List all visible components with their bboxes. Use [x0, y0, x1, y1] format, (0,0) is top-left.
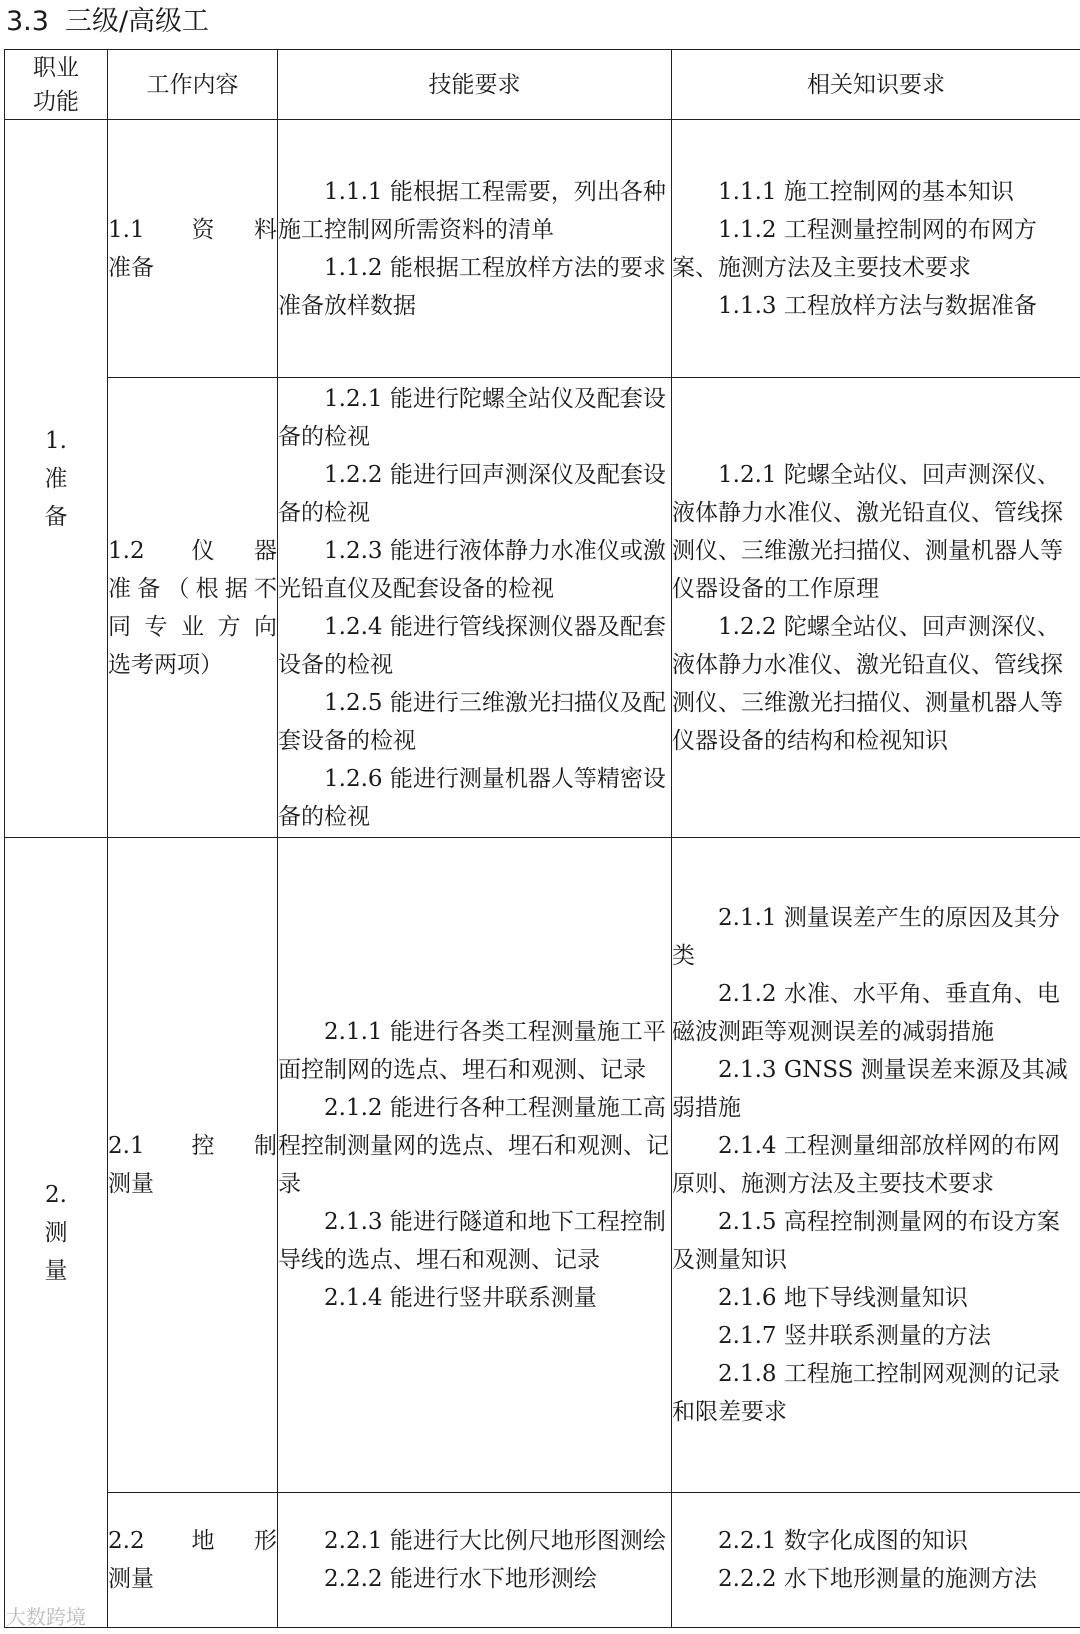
header-function-line2: 功能	[33, 88, 79, 115]
function-char: 测	[44, 1219, 68, 1246]
skill-item: 1.1.1 能根据工程需要，列出各种施工控制网所需资料的清单	[278, 178, 666, 243]
skill-item: 2.1.3 能进行隧道和地下工程控制导线的选点、埋石和观测、记录	[278, 1209, 666, 1273]
skill-cell	[278, 378, 672, 838]
header-knowledge: 相关知识要求	[672, 50, 1080, 120]
knowledge-cell	[672, 120, 1080, 378]
section-number: 3.3	[6, 6, 49, 37]
skill-item: 2.2.1 能进行大比例尺地形图测绘	[324, 1528, 666, 1554]
skill-cell	[278, 1493, 672, 1628]
skill-standard-table	[4, 49, 1080, 1628]
work-content-line: 1.2 仪器	[108, 537, 277, 564]
skill-cell	[278, 838, 672, 1493]
skill-item: 1.2.6 能进行测量机器人等精密设备的检视	[278, 765, 666, 830]
knowledge-item: 2.1.5 高程控制测量网的布设方案及测量知识	[672, 1209, 1060, 1273]
function-cell	[5, 120, 108, 838]
function-char: 备	[44, 503, 68, 530]
knowledge-cell	[672, 378, 1080, 838]
section-title-text: 三级/高级工	[64, 6, 210, 37]
header-function	[5, 50, 108, 120]
function-char: 准	[44, 465, 68, 492]
knowledge-item: 2.1.6 地下导线测量知识	[718, 1285, 968, 1311]
knowledge-cell	[672, 1493, 1080, 1628]
header-work: 工作内容	[108, 50, 278, 120]
knowledge-item: 2.1.4 工程测量细部放样网的布网原则、施测方法及主要技术要求	[672, 1133, 1060, 1197]
knowledge-item: 1.2.2 陀螺全站仪、回声测深仪、液体静力水准仪、激光铅直仪、管线探测仪、三维激光扫描仪、测量机器人等仪器设备的结构和检视知识	[672, 613, 1063, 754]
skill-cell	[278, 120, 672, 378]
work-content-line: 1.1 资料	[108, 216, 277, 243]
work-content-cell	[108, 1493, 278, 1628]
skill-item: 1.1.2 能根据工程放样方法的要求准备放样数据	[278, 254, 666, 319]
knowledge-item: 1.1.2 工程测量控制网的布网方案、施测方法及主要技术要求	[672, 216, 1037, 281]
table-row	[5, 838, 1080, 1493]
skill-item: 1.2.1 能进行陀螺全站仪及配套设备的检视	[278, 385, 666, 450]
work-content-line: 2.2 地形	[108, 1528, 277, 1554]
work-content-line: 测量	[108, 1566, 154, 1592]
knowledge-cell	[672, 838, 1080, 1493]
knowledge-item: 2.1.2 水准、水平角、垂直角、电磁波测距等观测误差的减弱措施	[672, 981, 1060, 1045]
work-content-cell	[108, 378, 278, 838]
knowledge-item: 2.1.1 测量误差产生的原因及其分类	[672, 905, 1060, 969]
header-row	[5, 50, 1080, 120]
skill-item: 2.2.2 能进行水下地形测绘	[324, 1566, 597, 1592]
work-content-cell	[108, 838, 278, 1493]
work-content-line: 准备（根据不	[108, 575, 277, 602]
knowledge-item: 1.1.1 施工控制网的基本知识	[718, 178, 1014, 205]
work-content-line: 准备	[108, 254, 154, 281]
header-skill: 技能要求	[278, 50, 672, 120]
function-number: 2.	[45, 1181, 67, 1208]
table-row	[5, 1493, 1080, 1628]
function-number: 1.	[45, 427, 67, 454]
knowledge-item: 2.2.1 数字化成图的知识	[718, 1528, 968, 1554]
skill-item: 1.2.2 能进行回声测深仪及配套设备的检视	[278, 461, 666, 526]
table-row	[5, 120, 1080, 378]
skill-item: 2.1.2 能进行各种工程测量施工高程控制测量网的选点、埋石和观测、记录	[278, 1095, 669, 1197]
work-content-cell	[108, 120, 278, 378]
section-title	[6, 2, 209, 42]
work-content-line: 同专业方向	[108, 613, 277, 640]
knowledge-item: 1.1.3 工程放样方法与数据准备	[718, 292, 1037, 319]
work-content-line: 测量	[108, 1171, 154, 1197]
work-content-line: 2.1 控制	[108, 1133, 277, 1159]
table-row	[5, 378, 1080, 838]
skill-item: 2.1.1 能进行各类工程测量施工平面控制网的选点、埋石和观测、记录	[278, 1019, 666, 1083]
watermark: 大数跨境	[6, 1605, 86, 1629]
function-cell	[5, 838, 108, 1628]
knowledge-item: 2.1.7 竖井联系测量的方法	[718, 1323, 991, 1349]
work-content-line: 选考两项）	[108, 651, 223, 678]
function-char: 量	[44, 1257, 68, 1284]
header-function-line1: 职业	[33, 54, 79, 81]
knowledge-item: 1.2.1 陀螺全站仪、回声测深仪、液体静力水准仪、激光铅直仪、管线探测仪、三维激光扫描仪、测量机器人等仪器设备的工作原理	[672, 461, 1063, 602]
skill-item: 2.1.4 能进行竖井联系测量	[324, 1285, 597, 1311]
skill-item: 1.2.5 能进行三维激光扫描仪及配套设备的检视	[278, 689, 666, 754]
skill-item: 1.2.4 能进行管线探测仪器及配套设备的检视	[278, 613, 666, 678]
knowledge-item: 2.1.3 GNSS 测量误差来源及其减弱措施	[672, 1057, 1068, 1121]
knowledge-item: 2.2.2 水下地形测量的施测方法	[718, 1566, 1037, 1592]
knowledge-item: 2.1.8 工程施工控制网观测的记录和限差要求	[672, 1361, 1060, 1425]
skill-item: 1.2.3 能进行液体静力水准仪或激光铅直仪及配套设备的检视	[278, 537, 666, 602]
